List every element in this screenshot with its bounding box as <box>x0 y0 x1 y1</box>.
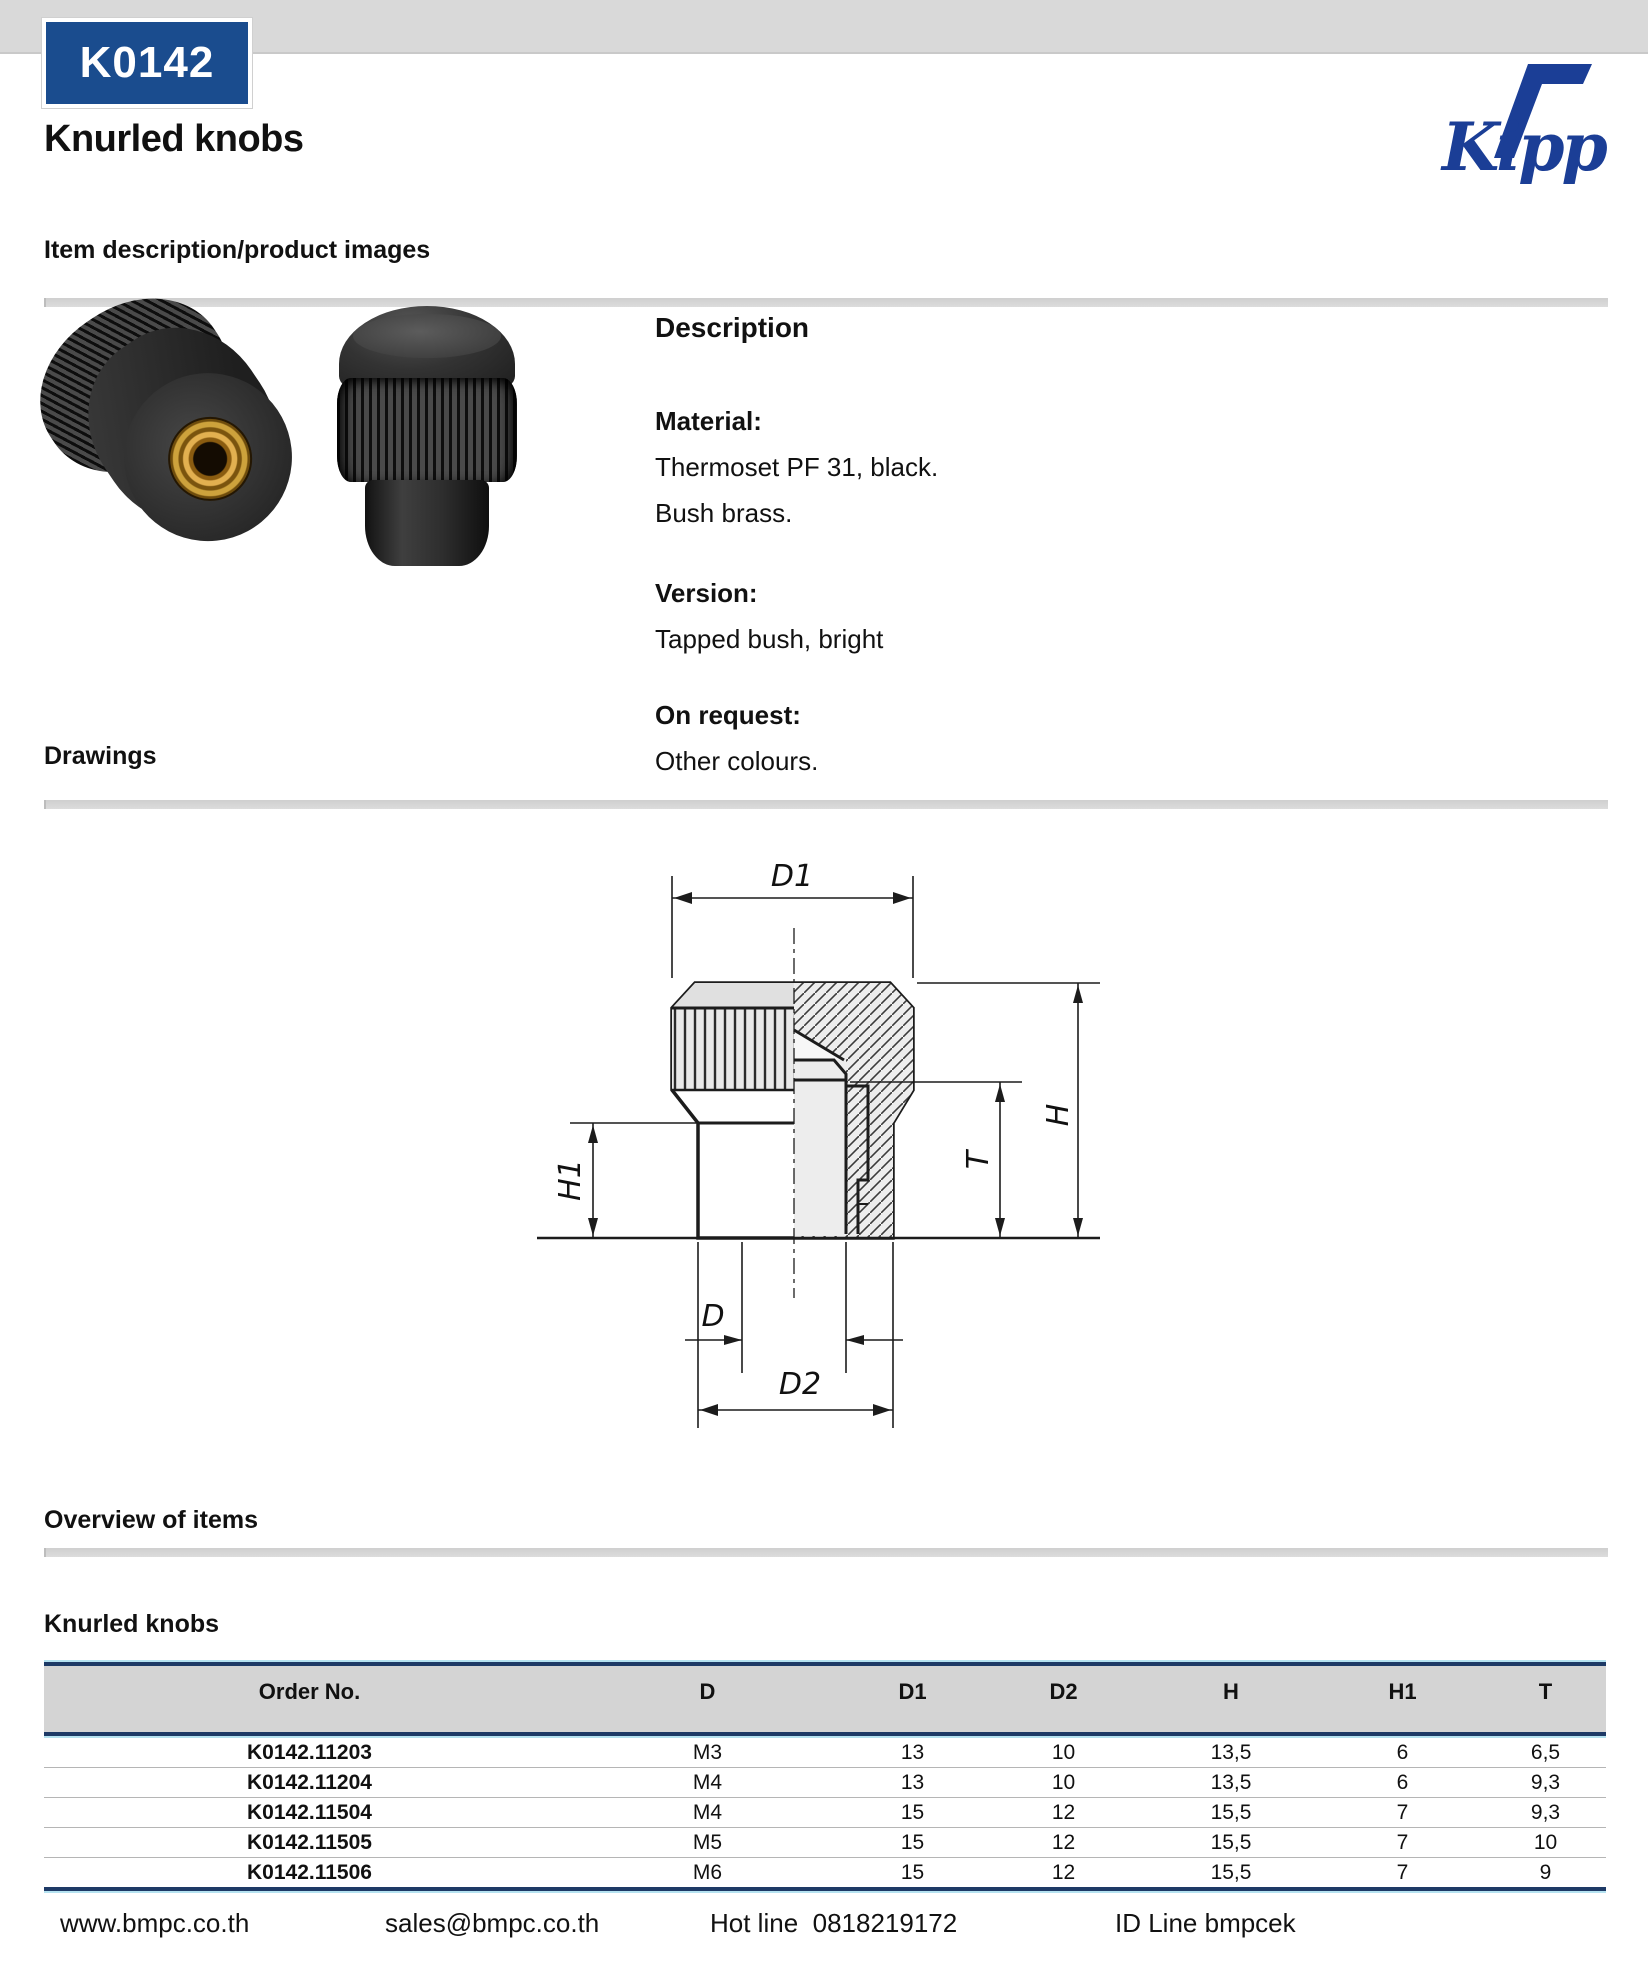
table-cell: M4 <box>575 1797 840 1827</box>
material-line: Bush brass. <box>655 498 793 528</box>
table-cell: 10 <box>985 1736 1142 1767</box>
footer-email: sales@bmpc.co.th <box>385 1908 600 1938</box>
table-title: Knurled knobs <box>44 1610 220 1638</box>
product-photo-knob-tilted <box>30 292 271 571</box>
knurl-band <box>337 378 517 482</box>
section-heading-item-description: Item description/product images <box>44 236 431 264</box>
knurl-stripes <box>672 1008 794 1090</box>
table-header-cell: Order No. <box>44 1666 575 1736</box>
on-request-line: Other colours. <box>655 746 819 776</box>
table-cell: M6 <box>575 1857 840 1887</box>
table-cell: 12 <box>985 1827 1142 1857</box>
footer-website: www.bmpc.co.th <box>60 1908 250 1938</box>
items-table-grid <box>44 1666 1606 1887</box>
dim-label-d: D <box>701 1299 725 1334</box>
table-row <box>44 1736 1606 1767</box>
order-number-cell: K0142.11506 <box>44 1857 575 1887</box>
table-cell: 9 <box>1485 1857 1606 1887</box>
dim-label-h1: H1 <box>553 1159 588 1201</box>
table-cell: M5 <box>575 1827 840 1857</box>
divider-bar-3 <box>44 1548 1608 1557</box>
version-line: Tapped bush, bright <box>655 624 884 654</box>
order-number-cell: K0142.11504 <box>44 1797 575 1827</box>
order-number-cell: K0142.11203 <box>44 1736 575 1767</box>
table-header-cell: D2 <box>985 1666 1142 1736</box>
kipp-logo <box>1436 58 1616 184</box>
technical-drawing <box>430 828 1110 1448</box>
table-cell: 9,3 <box>1485 1767 1606 1797</box>
page-title: Knurled knobs <box>44 118 304 160</box>
table-header-cell: H <box>1142 1666 1320 1736</box>
items-table <box>44 1660 1606 1893</box>
footer-hotline: Hot line 0818219172 <box>710 1908 958 1938</box>
section-heading-overview: Overview of items <box>44 1506 258 1534</box>
table-cell: 15,5 <box>1142 1797 1320 1827</box>
table-header-cell: D <box>575 1666 840 1736</box>
kipp-logo-text: Kipp <box>1442 108 1605 184</box>
divider-bar-2 <box>44 800 1608 809</box>
table-cell: 13,5 <box>1142 1736 1320 1767</box>
table-header-row <box>44 1666 1606 1736</box>
table-cell: 12 <box>985 1797 1142 1827</box>
order-number-cell: K0142.11505 <box>44 1827 575 1857</box>
table-cell: 15 <box>840 1857 985 1887</box>
bore-column <box>794 1060 846 1236</box>
table-row <box>44 1857 1606 1887</box>
material-line: Thermoset PF 31, black. <box>655 452 939 482</box>
table-cell: 7 <box>1320 1797 1485 1827</box>
section-heading-drawings: Drawings <box>44 742 157 770</box>
table-header-cell: D1 <box>840 1666 985 1736</box>
table-cell: 15,5 <box>1142 1857 1320 1887</box>
table-cell: 13 <box>840 1767 985 1797</box>
table-cell: 13 <box>840 1736 985 1767</box>
table-header-cell: H1 <box>1320 1666 1485 1736</box>
table-cell: 12 <box>985 1857 1142 1887</box>
material-label: Material: <box>655 406 762 436</box>
catalog-number: K0142 <box>79 38 215 87</box>
table-cell: 10 <box>1485 1827 1606 1857</box>
table-header-cell: T <box>1485 1666 1606 1736</box>
table-cell: 6,5 <box>1485 1736 1606 1767</box>
table-cell: M4 <box>575 1767 840 1797</box>
table-cell: 15 <box>840 1797 985 1827</box>
knob-shank <box>365 480 489 566</box>
table-cell: 7 <box>1320 1827 1485 1857</box>
divider-bar-1 <box>44 298 1608 307</box>
table-cell: 7 <box>1320 1857 1485 1887</box>
table-cell: M3 <box>575 1736 840 1767</box>
footer-id-line: ID Line bmpcek <box>1115 1908 1296 1938</box>
table-cell: 6 <box>1320 1736 1485 1767</box>
dim-label-d2: D2 <box>778 1367 822 1402</box>
dim-label-d1: D1 <box>770 859 814 894</box>
version-label: Version: <box>655 578 758 608</box>
description-heading: Description <box>655 312 810 343</box>
order-number-cell: K0142.11204 <box>44 1767 575 1797</box>
dim-label-t: T <box>961 1150 996 1170</box>
on-request-label: On request: <box>655 700 801 730</box>
dim-label-h: H <box>1041 1103 1076 1127</box>
table-border-bottom-blue <box>44 1891 1606 1893</box>
catalog-number-badge <box>42 18 252 108</box>
table-cell: 15,5 <box>1142 1827 1320 1857</box>
table-cell: 10 <box>985 1767 1142 1797</box>
table-row <box>44 1797 1606 1827</box>
table-row <box>44 1827 1606 1857</box>
table-row <box>44 1767 1606 1797</box>
product-photo-knob-upright <box>337 306 517 568</box>
table-cell: 13,5 <box>1142 1767 1320 1797</box>
table-cell: 9,3 <box>1485 1797 1606 1827</box>
table-cell: 15 <box>840 1827 985 1857</box>
table-cell: 6 <box>1320 1767 1485 1797</box>
